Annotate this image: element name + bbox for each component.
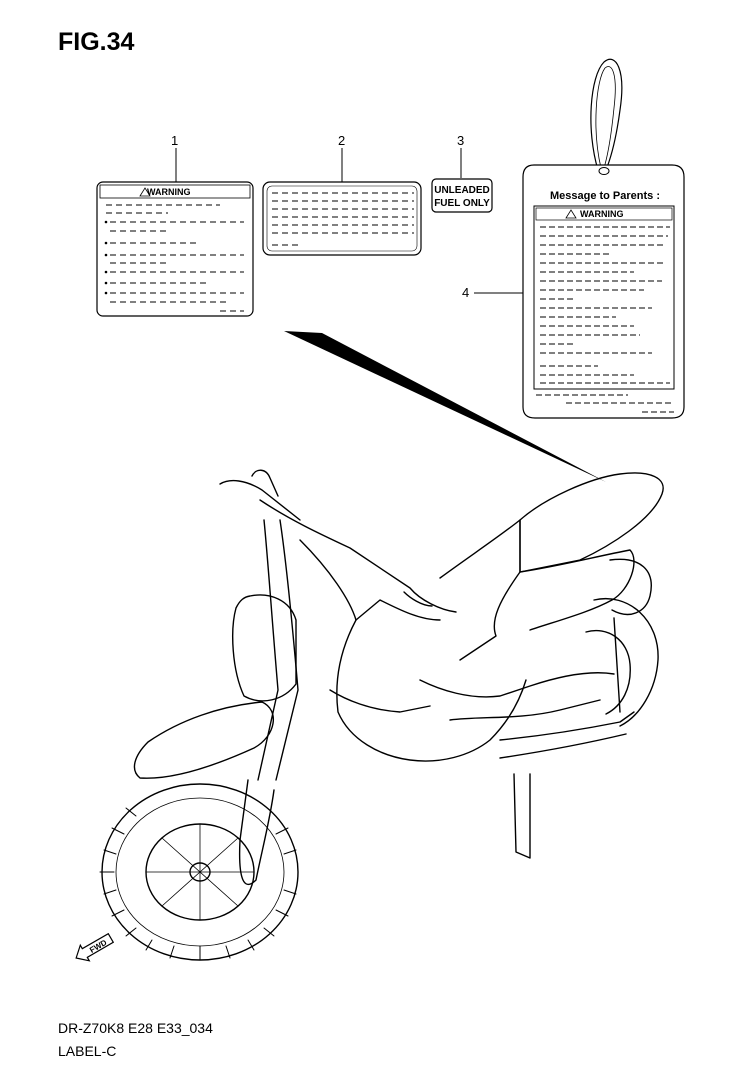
tag-title: Message to Parents : — [549, 190, 661, 202]
tag-string — [591, 59, 622, 170]
warning-label — [97, 182, 253, 316]
callout-1: 1 — [171, 133, 179, 148]
callout-4: 4 — [462, 285, 470, 300]
front-fender — [134, 702, 273, 778]
fwd-text: FWD — [88, 937, 109, 955]
seat — [520, 473, 663, 572]
fuel-label-line1: UNLEADED — [434, 185, 490, 196]
fuel-label — [432, 179, 492, 212]
figure-name: LABEL-C — [58, 1043, 117, 1059]
info-label — [263, 182, 421, 255]
figure-title: FIG.34 — [58, 28, 135, 56]
tag-header: WARNING — [580, 209, 624, 219]
callout-3: 3 — [457, 133, 465, 148]
parent-hang-tag — [523, 59, 684, 418]
fuel-label-line2: FUEL ONLY — [434, 198, 490, 209]
motorcycle-outline — [100, 470, 663, 960]
figure-code: DR-Z70K8 E28 E33_034 — [58, 1020, 213, 1036]
callout-2: 2 — [338, 133, 346, 148]
number-plate — [233, 595, 296, 701]
forward-direction-marker — [72, 930, 116, 966]
warning-label-header: WARNING — [147, 187, 191, 197]
